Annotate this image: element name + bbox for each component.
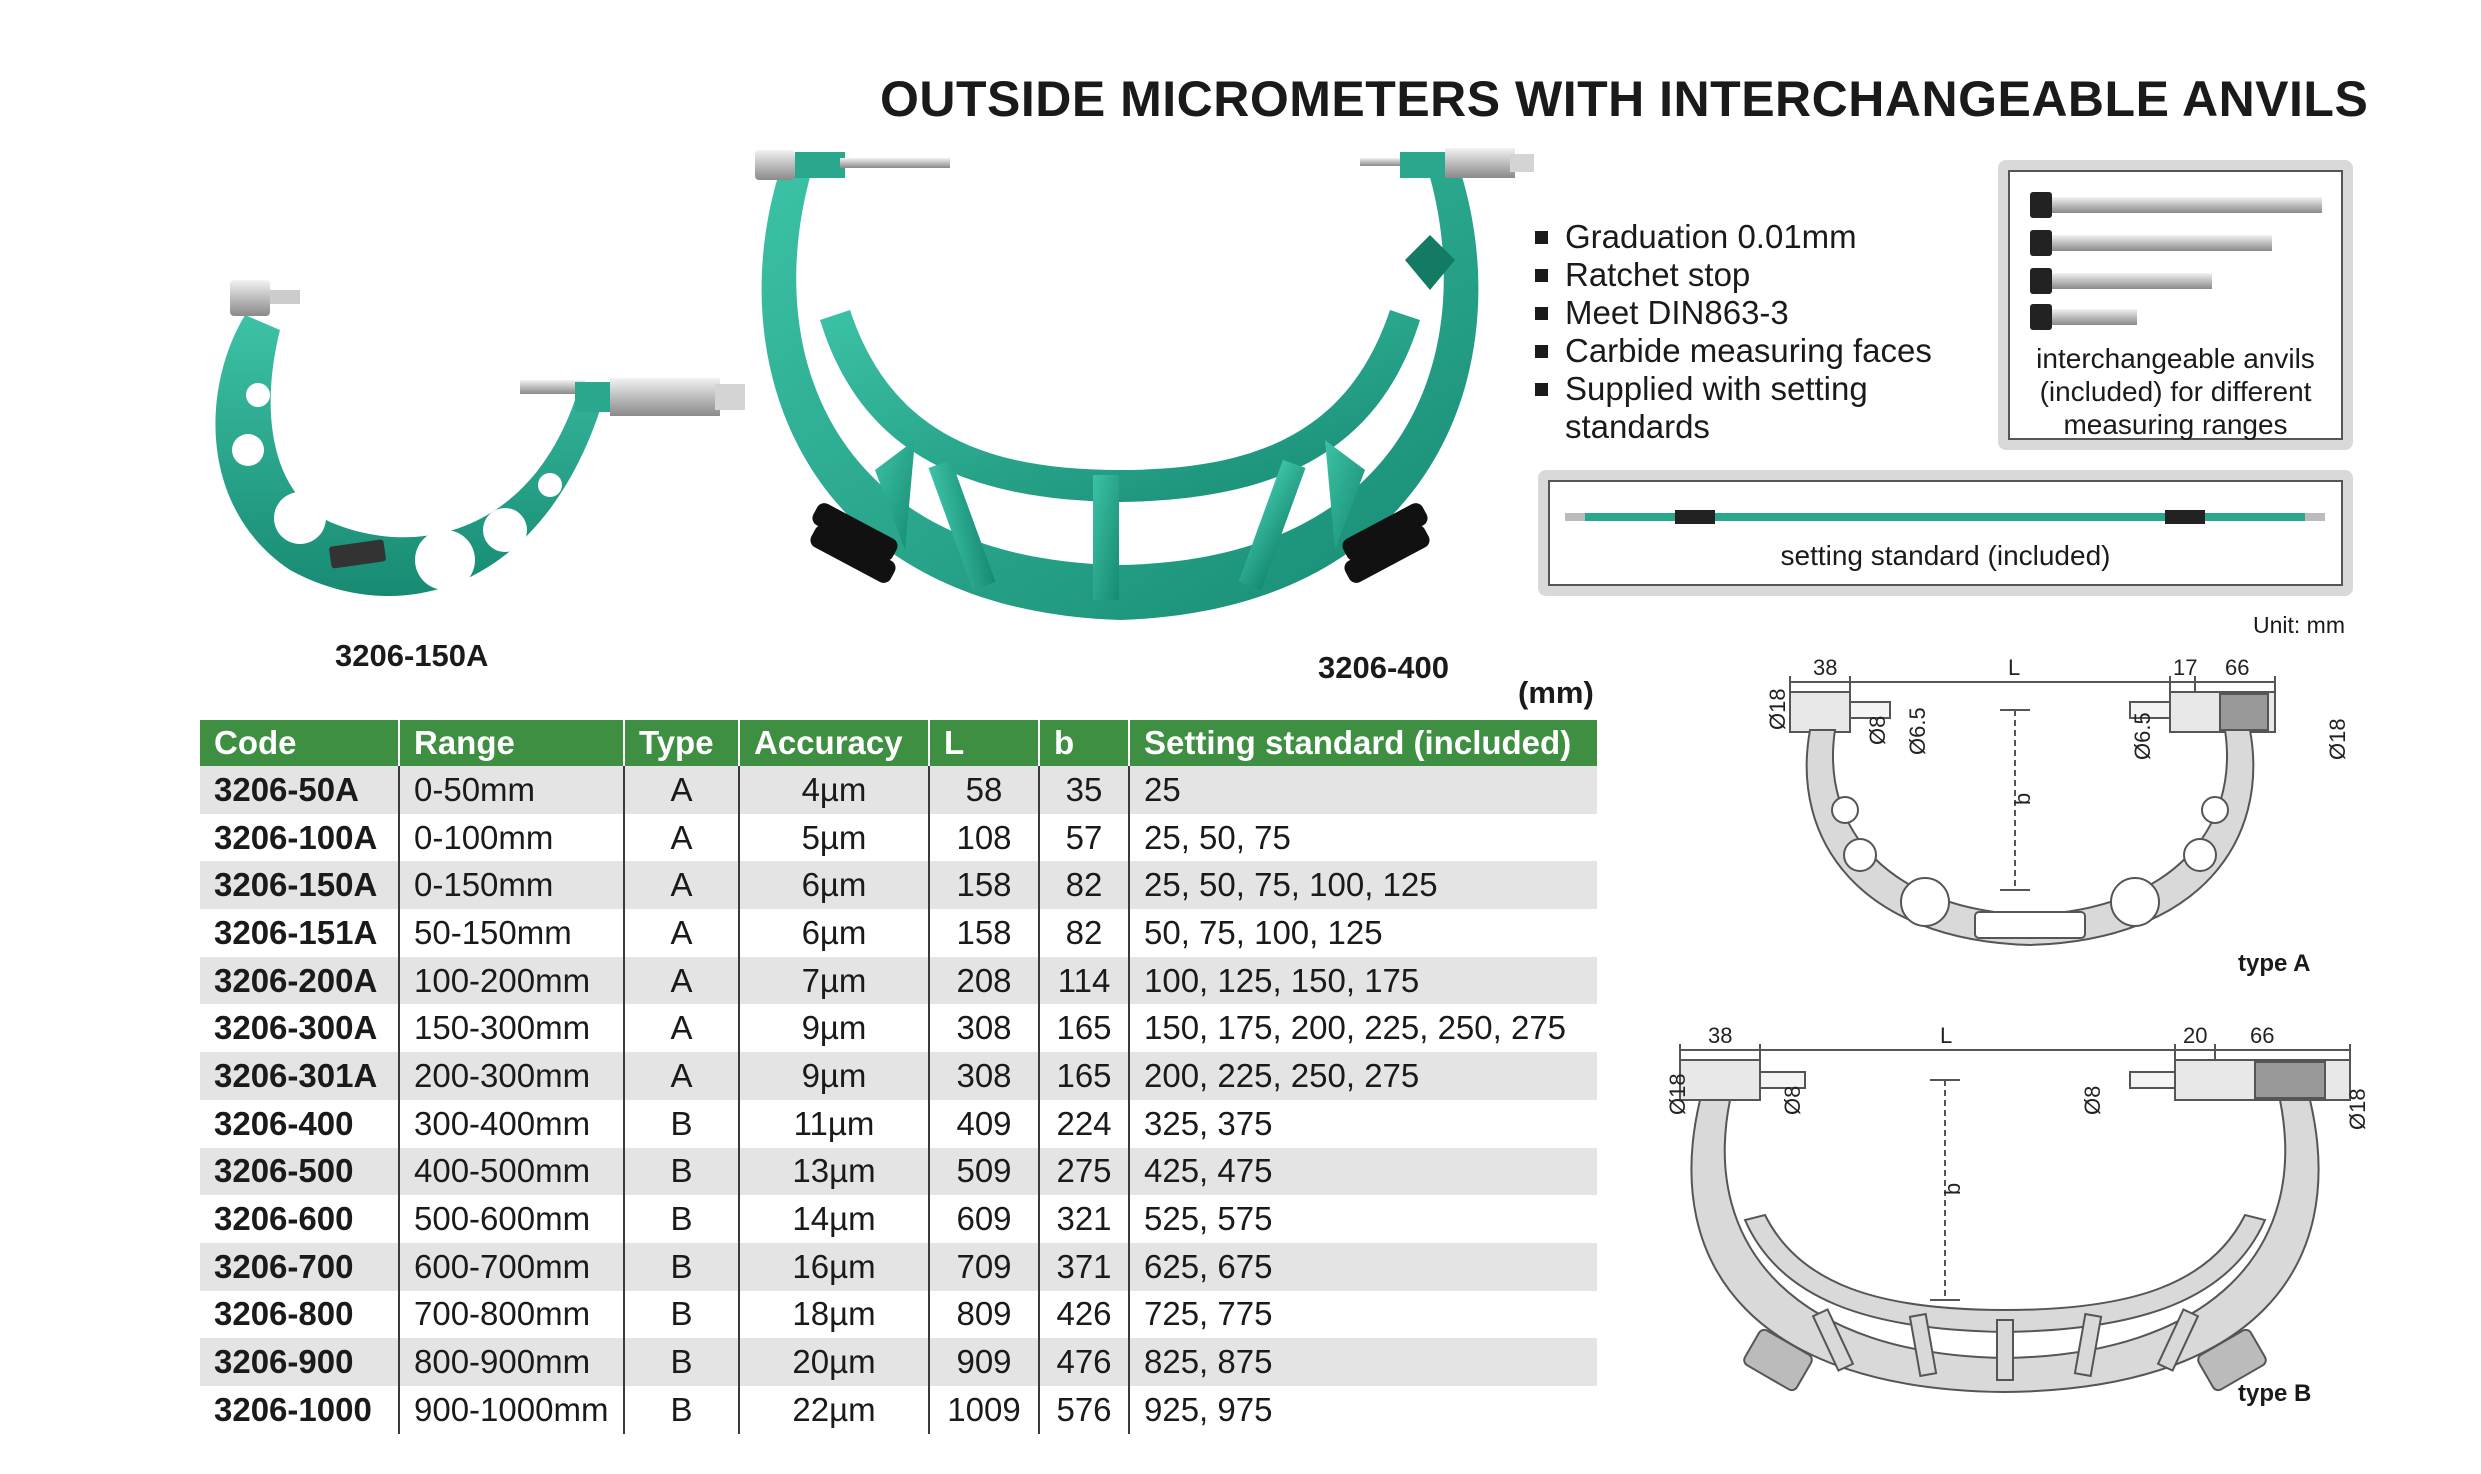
setting-standard-image [1565,507,2325,527]
table-cell-l: 909 [929,1338,1039,1386]
table-cell-accuracy: 13µm [739,1148,929,1196]
table-cell-type: A [624,814,739,862]
table-cell-b: 476 [1039,1338,1129,1386]
table-cell-range: 700-800mm [399,1291,624,1339]
table-cell-l: 108 [929,814,1039,862]
table-cell-code: 3206-500 [200,1148,399,1196]
table-cell-accuracy: 22µm [739,1386,929,1434]
table-cell-accuracy: 6µm [739,909,929,957]
table-cell-code: 3206-900 [200,1338,399,1386]
table-cell-accuracy: 7µm [739,957,929,1005]
table-cell-type: A [624,1004,739,1052]
col-header: Range [399,720,624,766]
table-cell-b: 371 [1039,1243,1129,1291]
table-cell-setting: 150, 175, 200, 225, 250, 275 [1129,1004,1597,1052]
type-a-drawing [1730,640,2350,990]
table-cell-type: A [624,909,739,957]
table-cell-type: A [624,766,739,814]
table-cell-type: A [624,1052,739,1100]
dim-38: 38 [1813,655,1838,680]
table-cell-type: A [624,861,739,909]
table-cell-accuracy: 9µm [739,1004,929,1052]
table-cell-type: B [624,1243,739,1291]
table-row [200,1004,1597,1052]
dim-d18-left: Ø18 [1665,1073,1690,1115]
table-row [200,1052,1597,1100]
table-cell-type: B [624,1338,739,1386]
table-cell-l: 609 [929,1195,1039,1243]
table-row [200,1100,1597,1148]
table-row [200,1291,1597,1339]
table-cell-code: 3206-700 [200,1243,399,1291]
anvils-caption [2010,342,2341,441]
table-cell-type: B [624,1100,739,1148]
table-cell-range: 100-200mm [399,957,624,1005]
feature-item: Supplied with setting [1535,370,1932,408]
dim-d65-right: Ø6.5 [2130,712,2155,760]
table-cell-code: 3206-1000 [200,1386,399,1434]
dim-d8: Ø8 [1865,715,1890,745]
table-unit: (mm) [1518,675,1594,710]
dim-66: 66 [2250,1023,2275,1048]
setting-standard-caption: setting standard (included) [1780,540,2111,571]
table-cell-type: A [624,957,739,1005]
table-cell-accuracy: 11µm [739,1100,929,1148]
table-row [200,957,1597,1005]
table-row [200,814,1597,862]
table-cell-code: 3206-300A [200,1004,399,1052]
table-cell-accuracy: 14µm [739,1195,929,1243]
table-cell-setting: 825, 875 [1129,1338,1597,1386]
table-row [200,1148,1597,1196]
table-cell-setting: 200, 225, 250, 275 [1129,1052,1597,1100]
table-cell-l: 809 [929,1291,1039,1339]
table-row [200,1243,1597,1291]
table-cell-code: 3206-100A [200,814,399,862]
spec-table [200,720,1597,1434]
table-cell-l: 158 [929,861,1039,909]
table-cell-setting: 100, 125, 150, 175 [1129,957,1597,1005]
table-cell-l: 208 [929,957,1039,1005]
table-cell-l: 1009 [929,1386,1039,1434]
table-cell-l: 58 [929,766,1039,814]
dim-38: 38 [1708,1023,1733,1048]
table-cell-setting: 25, 50, 75 [1129,814,1597,862]
table-cell-b: 426 [1039,1291,1129,1339]
table-cell-range: 0-50mm [399,766,624,814]
table-cell-type: B [624,1195,739,1243]
table-cell-setting: 525, 575 [1129,1195,1597,1243]
dim-d8-right: Ø8 [2080,1085,2105,1115]
table-cell-l: 509 [929,1148,1039,1196]
dim-L: L [1940,1023,1953,1048]
table-cell-range: 200-300mm [399,1052,624,1100]
table-row [200,766,1597,814]
table-cell-b: 275 [1039,1148,1129,1196]
dim-d18-left: Ø18 [1765,688,1790,730]
table-cell-b: 114 [1039,957,1129,1005]
dim-b: b [1940,1182,1965,1195]
table-cell-code: 3206-301A [200,1052,399,1100]
anvils-caption-line: (included) for different [2039,376,2312,407]
table-cell-b: 224 [1039,1100,1129,1148]
feature-item: Meet DIN863-3 [1535,294,1932,332]
table-cell-accuracy: 18µm [739,1291,929,1339]
table-cell-b: 165 [1039,1004,1129,1052]
anvils-caption-line: interchangeable anvils [2036,343,2315,374]
table-cell-setting: 50, 75, 100, 125 [1129,909,1597,957]
table-cell-range: 600-700mm [399,1243,624,1291]
table-cell-accuracy: 4µm [739,766,929,814]
table-cell-range: 300-400mm [399,1100,624,1148]
table-cell-code: 3206-800 [200,1291,399,1339]
table-cell-range: 0-100mm [399,814,624,862]
feature-item: Ratchet stop [1535,256,1932,294]
table-cell-accuracy: 6µm [739,861,929,909]
table-cell-b: 82 [1039,909,1129,957]
micrometer-small-image [180,260,760,630]
type-b-drawing [1650,1010,2370,1410]
table-cell-setting: 25, 50, 75, 100, 125 [1129,861,1597,909]
table-cell-l: 158 [929,909,1039,957]
table-cell-setting: 25 [1129,766,1597,814]
col-header: b [1039,720,1129,766]
table-cell-range: 150-300mm [399,1004,624,1052]
feature-item: Carbide measuring faces [1535,332,1932,370]
type-a-label: type A [2238,950,2311,977]
table-cell-b: 165 [1039,1052,1129,1100]
dim-d65-left: Ø6.5 [1905,707,1930,755]
page-title: OUTSIDE MICROMETERS WITH INTERCHANGEABLE ANVILS [880,71,2369,127]
table-cell-range: 50-150mm [399,909,624,957]
table-cell-setting: 425, 475 [1129,1148,1597,1196]
table-cell-l: 709 [929,1243,1039,1291]
unit-note: Unit: mm [2253,612,2345,638]
table-cell-b: 576 [1039,1386,1129,1434]
dim-d18-right: Ø18 [2345,1088,2370,1130]
table-row [200,909,1597,957]
table-cell-accuracy: 5µm [739,814,929,862]
table-cell-b: 82 [1039,861,1129,909]
table-cell-range: 900-1000mm [399,1386,624,1434]
table-cell-range: 0-150mm [399,861,624,909]
table-cell-range: 400-500mm [399,1148,624,1196]
table-row [200,1386,1597,1434]
table-cell-accuracy: 20µm [739,1338,929,1386]
table-header-row [200,720,1597,766]
table-cell-code: 3206-400 [200,1100,399,1148]
table-cell-range: 800-900mm [399,1338,624,1386]
dim-d8-left: Ø8 [1780,1085,1805,1115]
table-cell-setting: 625, 675 [1129,1243,1597,1291]
table-cell-setting: 925, 975 [1129,1386,1597,1434]
anvils-image [2030,182,2330,332]
table-cell-type: B [624,1386,739,1434]
dim-20: 20 [2183,1023,2208,1048]
table-cell-setting: 325, 375 [1129,1100,1597,1148]
table-row [200,861,1597,909]
table-cell-l: 308 [929,1052,1039,1100]
table-cell-code: 3206-200A [200,957,399,1005]
feature-item: standards [1565,408,1710,445]
feature-item: Graduation 0.01mm [1535,218,1932,256]
table-cell-range: 500-600mm [399,1195,624,1243]
col-header: Accuracy [739,720,929,766]
table-cell-type: B [624,1291,739,1339]
table-cell-b: 35 [1039,766,1129,814]
table-row [200,1195,1597,1243]
table-cell-code: 3206-600 [200,1195,399,1243]
col-header: Type [624,720,739,766]
setting-standard-panel [1538,470,2353,596]
table-cell-accuracy: 9µm [739,1052,929,1100]
table-cell-accuracy: 16µm [739,1243,929,1291]
table-cell-code: 3206-151A [200,909,399,957]
col-header: L [929,720,1039,766]
dim-L: L [2008,655,2021,680]
col-header: Code [200,720,399,766]
table-cell-b: 57 [1039,814,1129,862]
dim-17: 17 [2173,655,2198,680]
anvils-panel [1998,160,2353,450]
dim-d18-right: Ø18 [2325,718,2350,760]
table-cell-code: 3206-150A [200,861,399,909]
table-cell-code: 3206-50A [200,766,399,814]
dim-66: 66 [2225,655,2250,680]
table-cell-b: 321 [1039,1195,1129,1243]
table-row [200,1338,1597,1386]
dim-b: b [2010,792,2035,805]
table-cell-l: 409 [929,1100,1039,1148]
table-cell-l: 308 [929,1004,1039,1052]
anvils-caption-line: measuring ranges [2063,409,2288,440]
table-cell-type: B [624,1148,739,1196]
feature-list [1535,218,1932,446]
type-b-label: type B [2238,1380,2312,1407]
large-model-label: 3206-400 [1318,650,1450,685]
col-header: Setting standard (included) [1129,720,1597,766]
table-cell-setting: 725, 775 [1129,1291,1597,1339]
small-model-label: 3206-150A [335,638,489,673]
micrometer-large-image [740,140,1540,700]
